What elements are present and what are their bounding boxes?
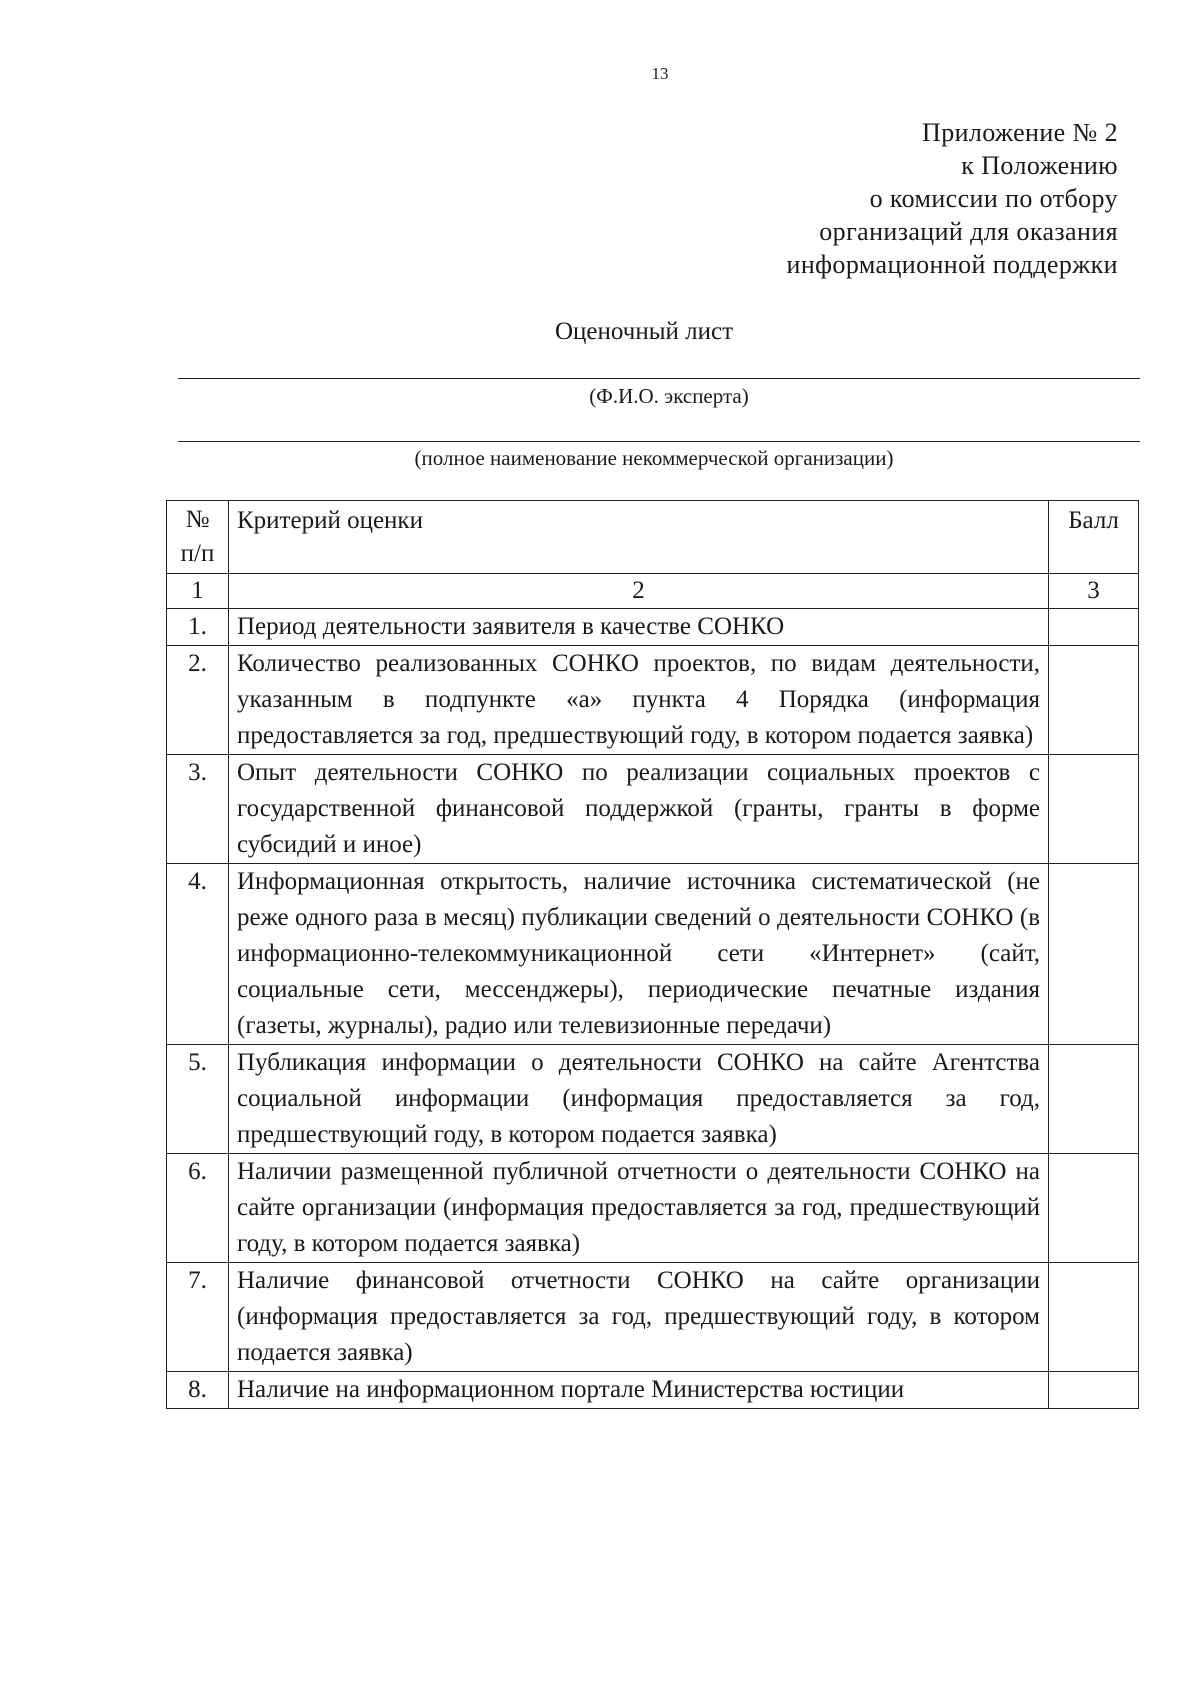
row-number: 3.: [167, 755, 229, 864]
row-criterion: Публикация информации о деятельности СОНКО на сайте Агентства социальной информации (информация предоставляется за год, предшествующий году, в котором подается заявка): [229, 1045, 1049, 1154]
row-score[interactable]: [1049, 1154, 1139, 1263]
table-row: [167, 1372, 1139, 1409]
column-index-row: [167, 574, 1139, 609]
page-title: Оценочный лист: [555, 318, 734, 345]
row-score[interactable]: [1049, 1372, 1139, 1409]
table-row: [167, 1263, 1139, 1372]
row-criterion: Наличие финансовой отчетности СОНКО на сайте организации (информация предоставляется за год, предшествующий году, в котором подается заявка): [229, 1263, 1049, 1372]
appendix-block: [787, 116, 1118, 281]
table-row: [167, 1045, 1139, 1154]
appendix-line: о комиссии по отбору: [869, 184, 1118, 213]
row-criterion: Информационная открытость, наличие источника систематической (не реже одного раза в месяц) публикации сведений о деятельности СОНКО (в информационно-телекоммуникационной сети «Интернет» (сайт, социальные сети, мессенджеры), периодические печатные издания (газеты, журналы), радио или телевизионные передачи): [229, 864, 1049, 1045]
organization-name-line: [178, 441, 1140, 442]
header-number: № п/п: [167, 501, 229, 574]
table-row: [167, 864, 1139, 1045]
appendix-line: информационной поддержки: [786, 250, 1118, 279]
table-row: [167, 646, 1139, 755]
row-number: 2.: [167, 646, 229, 755]
row-criterion: Опыт деятельности СОНКО по реализации социальных проектов с государственной финансовой поддержкой (гранты, гранты в форме субсидий и иное): [229, 755, 1049, 864]
row-number: 5.: [167, 1045, 229, 1154]
table-header-row: [167, 501, 1139, 574]
row-score[interactable]: [1049, 755, 1139, 864]
organization-name-caption: (полное наименование некоммерческой организации): [414, 446, 894, 470]
row-criterion: Наличие на информационном портале Министерства юстиции: [229, 1372, 1049, 1409]
expert-name-caption: (Ф.И.О. эксперта): [589, 384, 749, 408]
row-number: 6.: [167, 1154, 229, 1263]
table-row: [167, 755, 1139, 864]
header-criterion: Критерий оценки: [229, 501, 1049, 574]
appendix-line: организаций для оказания: [819, 217, 1118, 246]
column-index-cell: 2: [229, 574, 1049, 609]
row-score[interactable]: [1049, 864, 1139, 1045]
row-criterion: Наличии размещенной публичной отчетности о деятельности СОНКО на сайте организации (информация предоставляется за год, предшествующий году, в котором подается заявка): [229, 1154, 1049, 1263]
header-score: Балл: [1049, 501, 1139, 574]
criteria-table: [166, 500, 1139, 1409]
row-score[interactable]: [1049, 1263, 1139, 1372]
row-number: 8.: [167, 1372, 229, 1409]
row-score[interactable]: [1049, 609, 1139, 646]
table-row: [167, 1154, 1139, 1263]
row-number: 7.: [167, 1263, 229, 1372]
row-number: 1.: [167, 609, 229, 646]
row-score[interactable]: [1049, 1045, 1139, 1154]
column-index-cell: 3: [1049, 574, 1139, 609]
column-index-cell: 1: [167, 574, 229, 609]
row-score[interactable]: [1049, 646, 1139, 755]
row-number: 4.: [167, 864, 229, 1045]
row-criterion: Количество реализованных СОНКО проектов, по видам деятельности, указанным в подпункте «а» пункта 4 Порядка (информация предоставляется за год, предшествующий году, в котором подается заявка): [229, 646, 1049, 755]
page-number: 13: [651, 64, 669, 83]
appendix-line: Приложение № 2: [922, 118, 1118, 147]
expert-name-line: [178, 378, 1140, 379]
table-row: [167, 609, 1139, 646]
appendix-line: к Положению: [961, 151, 1118, 180]
row-criterion: Период деятельности заявителя в качестве СОНКО: [229, 609, 1049, 646]
